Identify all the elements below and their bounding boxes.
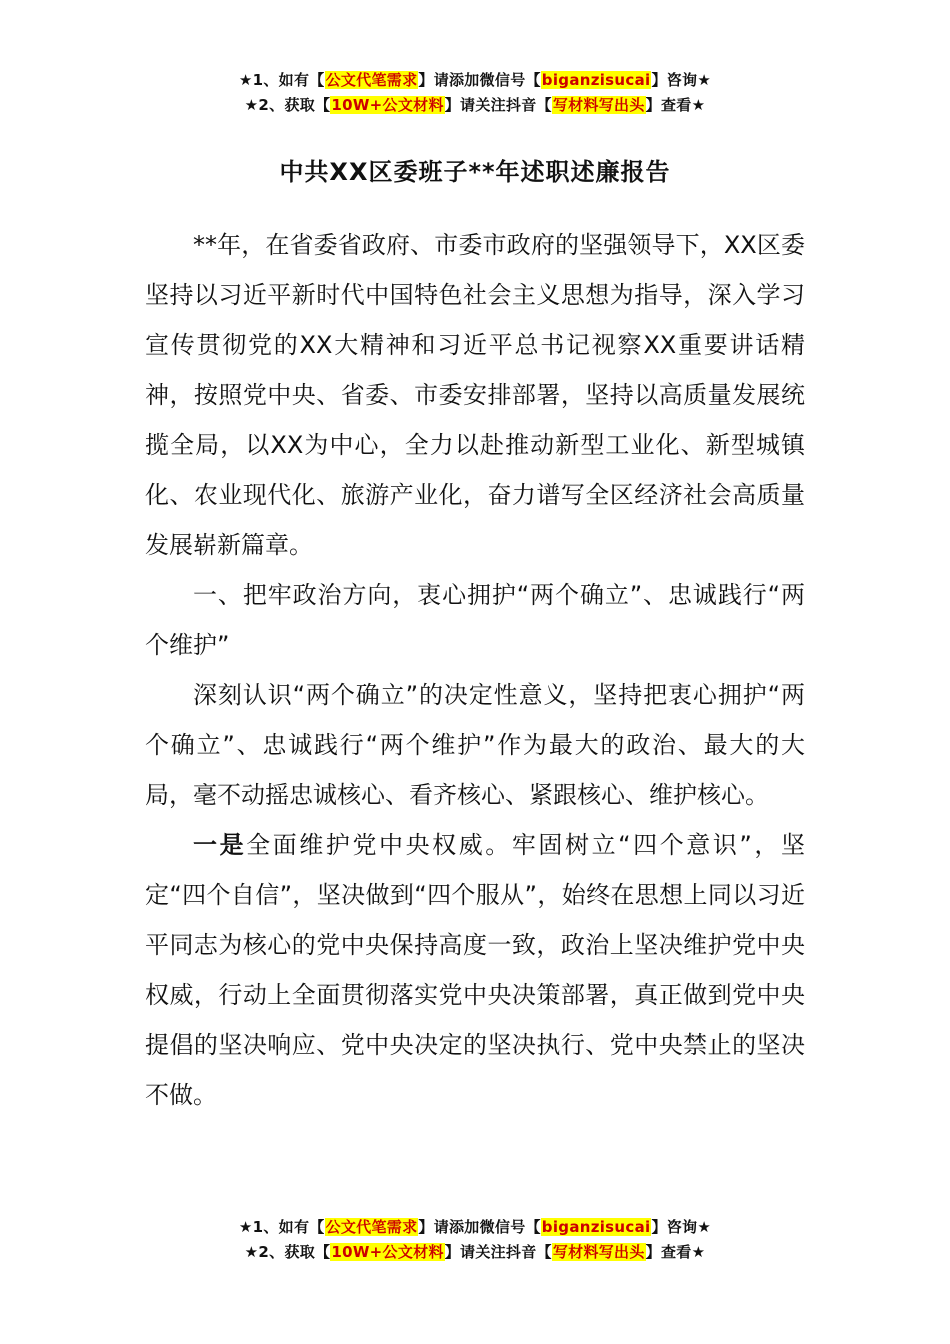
- promo-text: 】请关注抖音【: [444, 1243, 552, 1261]
- promo-text: 】请关注抖音【: [444, 96, 552, 114]
- promo-highlight-wechat-id: biganzisucai: [541, 71, 651, 89]
- promo-highlight-service: 公文代笔需求: [325, 71, 418, 89]
- promo-line-2: [0, 1240, 950, 1265]
- promo-highlight-douyin: 写材料写出头: [552, 96, 645, 114]
- paragraph-section-1: 深刻认识“两个确立”的决定性意义，坚持把衷心拥护“两个确立”、忠诚践行“两个维护”作为最大的政治、最大的大局，毫不动摇忠诚核心、看齐核心、紧跟核心、维护核心。: [145, 681, 805, 809]
- promo-text: ★2、获取【: [244, 96, 331, 114]
- promo-highlight-materials: 10W+公文材料: [331, 96, 444, 114]
- promo-banner-bottom: [0, 1215, 950, 1265]
- paragraph-intro: **年，在省委省政府、市委市政府的坚强领导下，XX区委坚持以习近平新时代中国特色社会主义思想为指导，深入学习宣传贯彻党的XX大精神和习近平总书记视察XX重要讲话精神，按照党中央、省委、市委安排部署，坚持以高质量发展统揽全局，以XX为中心，全力以赴推动新型工业化、新型城镇化、农业现代化、旅游产业化，奋力谱写全区经济社会高质量发展崭新篇章。: [145, 231, 805, 559]
- promo-highlight-service: 公文代笔需求: [325, 1218, 418, 1236]
- document-title: 中共XX区委班子**年述职述廉报告: [279, 158, 671, 186]
- section-heading-1: 一、把牢政治方向，衷心拥护“两个确立”、忠诚践行“两个维护”: [145, 581, 805, 659]
- promo-text: ★1、如有【: [238, 71, 325, 89]
- promo-text: ★2、获取【: [244, 1243, 331, 1261]
- promo-text: 】咨询★: [651, 1218, 712, 1236]
- document-body: [145, 220, 805, 1120]
- promo-text: ★1、如有【: [238, 1218, 325, 1236]
- promo-line-1: [0, 68, 950, 93]
- promo-text: 】查看★: [645, 1243, 706, 1261]
- promo-text: 】咨询★: [651, 71, 712, 89]
- promo-text: 】查看★: [645, 96, 706, 114]
- point-lead: 一是: [193, 831, 247, 859]
- promo-highlight-douyin: 写材料写出头: [552, 1243, 645, 1261]
- promo-text: 】请添加微信号【: [418, 71, 541, 89]
- promo-highlight-wechat-id: biganzisucai: [541, 1218, 651, 1236]
- promo-line-2: [0, 93, 950, 118]
- promo-text: 】请添加微信号【: [418, 1218, 541, 1236]
- promo-highlight-materials: 10W+公文材料: [331, 1243, 444, 1261]
- point-text: 全面维护党中央权威。牢固树立“四个意识”，坚定“四个自信”，坚决做到“四个服从”，始终在思想上同以习近平同志为核心的党中央保持高度一致，政治上坚决维护党中央权威，行动上全面贯彻落实党中央决策部署，真正做到党中央提倡的坚决响应、党中央决定的坚决执行、党中央禁止的坚决不做。: [145, 831, 806, 1109]
- paragraph-point-1: [145, 820, 805, 1120]
- promo-banner-top: [0, 68, 950, 118]
- promo-line-1: [0, 1215, 950, 1240]
